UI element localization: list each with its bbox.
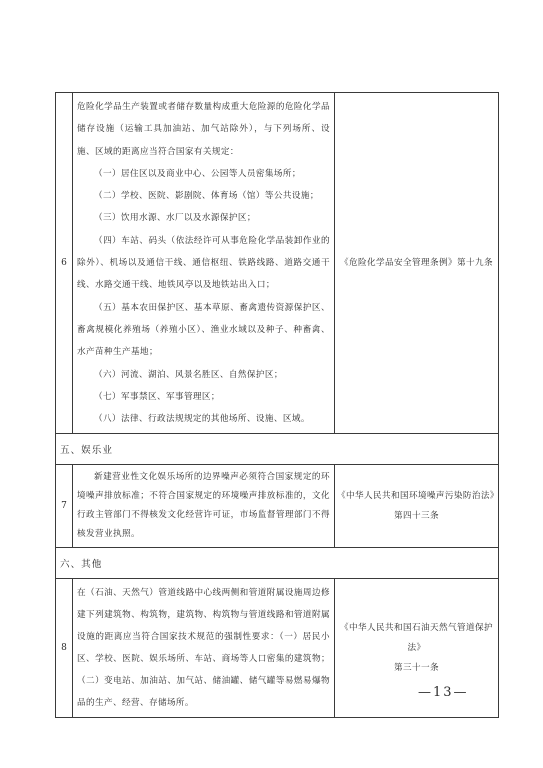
content-paragraph: （八）法律、行政法规规定的其他场所、设施、区域。 xyxy=(94,414,310,425)
row-number: 7 xyxy=(56,465,73,548)
row-number: 8 xyxy=(56,579,73,718)
row-number: 6 xyxy=(56,93,73,434)
legal-basis-title: 《中华人民共和国环境噪声污染防治法》 xyxy=(337,491,499,502)
content-paragraph: （七）军事禁区、军事管理区； xyxy=(94,391,220,402)
legal-basis: 《危险化学品安全管理条例》第十九条 xyxy=(335,93,499,434)
content-paragraph: 新建营业性文化娱乐场所的边界噪声必须符合国家规定的环境噪声排放标准；不符合国家规定的环境噪声排放标准的，文化行政主管部门不得核发文化经营许可证，市场监督管理部门不得核发营业执照。 xyxy=(77,472,330,540)
table-row xyxy=(56,465,499,548)
legal-basis-title: 《中华人民共和国石油天然气管道保护法》 xyxy=(340,623,493,654)
legal-basis xyxy=(335,465,499,548)
section-header-row xyxy=(56,434,499,465)
content-paragraph: （五）基本农田保护区、基本草原、畜禽遗传资源保护区、畜禽规模化养殖场（养殖小区）、渔业水域以及种子、种畜禽、水产苗种生产基地； xyxy=(77,302,330,358)
content-paragraph: （三）饮用水源、水厂以及水源保护区； xyxy=(94,213,256,224)
section-title: 六、其他 xyxy=(56,548,499,579)
regulation-table xyxy=(55,92,499,718)
row-content xyxy=(73,465,335,548)
row-content xyxy=(73,579,335,718)
legal-basis xyxy=(335,579,499,718)
section-header-row xyxy=(56,548,499,579)
content-paragraph: 在（石油、天然气）管道线路中心线两侧和管道附属设施周边修建下列建筑物、构筑物，建筑物、构筑物与管道线路和管道附属设施的距离应当符合国家技术规范的强制性要求：（一）居民小区、学校、医院、娱乐场所、车站、商场等人口密集的建筑物；（二）变电站、加油站、加气站、储油罐、储气罐等易燃易爆物品的生产、经营、存储场所。 xyxy=(77,588,330,709)
legal-basis-article: 第三十一条 xyxy=(394,663,439,674)
content-paragraph: （二）学校、医院、影剧院、体育场（馆）等公共设施； xyxy=(94,191,319,202)
content-paragraph: （四）车站、码头（依法经许可从事危险化学品装卸作业的除外）、机场以及通信干线、通信枢纽、铁路线路、道路交通干线、水路交通干线、地铁风亭以及地铁站出入口； xyxy=(77,235,330,291)
content-paragraph: （一）居住区以及商业中心、公园等人员密集场所； xyxy=(94,168,301,179)
section-title: 五、娱乐业 xyxy=(56,434,499,465)
legal-basis-article: 第四十三条 xyxy=(394,511,439,522)
table-row xyxy=(56,93,499,434)
content-paragraph: （六）河流、湖泊、风景名胜区、自然保护区； xyxy=(94,369,283,380)
content-paragraph: 危险化学品生产装置或者储存数量构成重大危险源的危险化学品储存设施（运输工具加油站、加气站除外），与下列场所、设施、区域的距离应当符合国家有关规定： xyxy=(77,102,330,157)
page-number: —13— xyxy=(418,685,469,700)
row-content xyxy=(73,93,335,434)
